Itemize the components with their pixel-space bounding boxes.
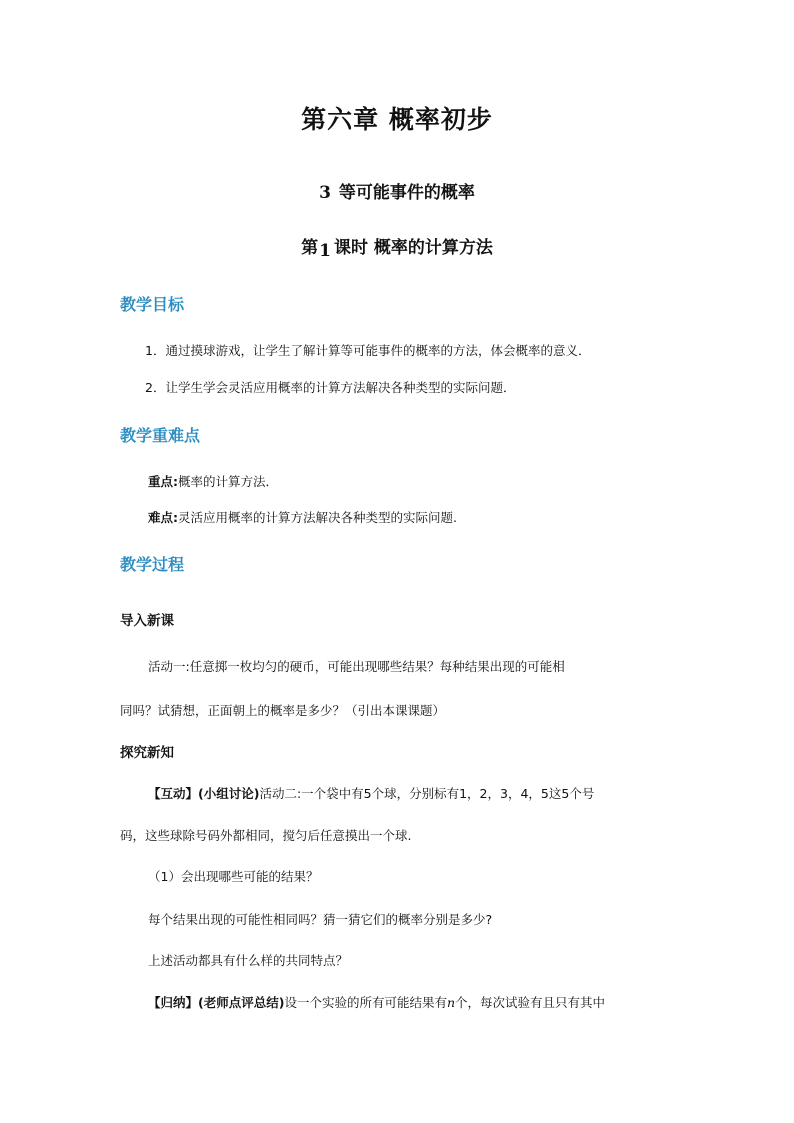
lesson-prefix: 第 <box>301 238 319 258</box>
goals-heading: 教学目标 <box>120 295 185 314</box>
lesson-suffix: 课时 概率的计算方法 <box>333 238 493 258</box>
question-3: 上述活动都具有什么样的共同特点？ <box>148 953 349 968</box>
section-title-text: 等可能事件的概率 <box>338 183 475 203</box>
lesson-number: 1 <box>319 241 331 261</box>
focus-text: 概率的计算方法． <box>178 474 279 489</box>
interact-line-2: 码，这些球除号码外都相同，搅匀后任意摸出一个球. <box>120 828 412 843</box>
interact-label: 【互动】(小组讨论) <box>148 786 260 801</box>
summary-line <box>148 993 605 1011</box>
explore-heading: 探究新知 <box>120 745 174 761</box>
summary-label: 【归纳】(老师点评总结) <box>148 995 285 1010</box>
difficulty-label: 难点: <box>148 510 178 525</box>
difficulty-line <box>148 508 457 526</box>
focus-line <box>148 472 278 490</box>
question-2: 每个结果出现的可能性相同吗？猜一猜它们的概率分别是多少? <box>148 912 493 927</box>
interact-text: 活动二:一个袋中有5个球，分别标有1，2，3，4，5这5个号 <box>259 786 595 801</box>
goal-item-2: 2．让学生学会灵活应用概率的计算方法解决各种类型的实际问题． <box>145 380 516 395</box>
summary-variable: n <box>446 995 456 1010</box>
intro-line-2: 同吗？试猜想，正面朝上的概率是多少？（引出本课课题） <box>120 703 446 718</box>
key-points-heading: 教学重难点 <box>120 426 201 445</box>
difficulty-text: 灵活应用概率的计算方法解决各种类型的实际问题. <box>178 510 457 525</box>
focus-label: 重点: <box>148 474 178 489</box>
chapter-title: 第六章 概率初步 <box>301 105 493 134</box>
section-title <box>0 178 794 203</box>
goal-item-1: 1．通过摸球游戏，让学生了解计算等可能事件的概率的方法，体会概率的意义． <box>145 343 591 358</box>
intro-heading: 导入新课 <box>120 613 174 629</box>
summary-text-a: 设一个实验的所有可能结果有 <box>284 995 447 1010</box>
intro-line-1: 活动一:任意掷一枚均匀的硬币，可能出现哪些结果？每种结果出现的可能相 <box>148 659 565 674</box>
interact-line-1 <box>148 784 594 802</box>
question-1: （1）会出现哪些可能的结果？ <box>148 869 319 884</box>
summary-text-b: 个，每次试验有且只有其中 <box>455 995 606 1010</box>
lesson-title <box>0 233 794 261</box>
section-number: 3 <box>319 183 331 203</box>
process-heading: 教学过程 <box>120 555 185 574</box>
